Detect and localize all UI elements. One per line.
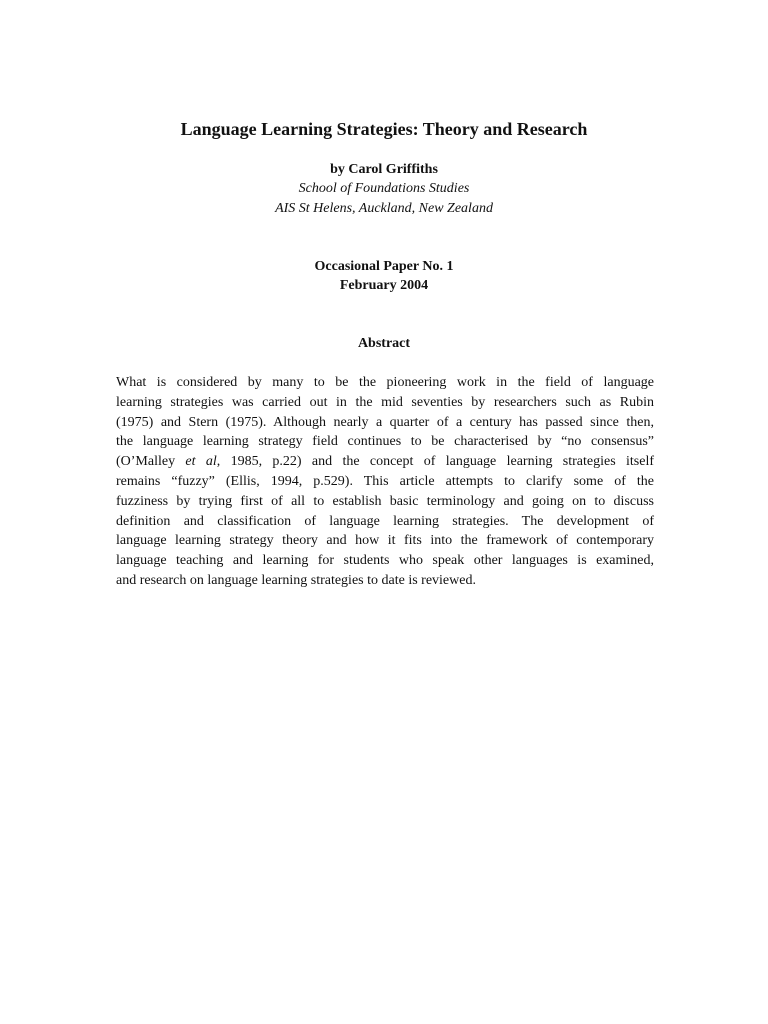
abstract-line: the language learning strategy field continues to be characterised by “no consensus”: [116, 434, 654, 450]
affiliation-school: School of Foundations Studies: [298, 181, 470, 196]
abstract-heading: Abstract: [357, 336, 411, 351]
abstract-line: [116, 452, 654, 472]
abstract-line: language learning strategy theory and how it fits into the framework of contemporary: [116, 533, 654, 549]
abstract-body: [116, 373, 654, 591]
abstract-italic-fragment: et al: [185, 454, 217, 470]
paper-date: February 2004: [339, 278, 429, 293]
author-byline: by Carol Griffiths: [330, 162, 438, 177]
abstract-line: (1975) and Stern (1975). Although nearly a quarter of a century has passed since then,: [116, 414, 654, 430]
abstract-line: and research on language learning strategies to date is reviewed.: [116, 572, 476, 588]
abstract-fragment: (O’Malley: [116, 454, 186, 470]
abstract-line: definition and classification of language learning strategies. The development of: [116, 513, 654, 529]
abstract-line: language teaching and learning for students who speak other languages is examined,: [116, 553, 654, 569]
abstract-fragment: , 1985, p.22) and the concept of language learning strategies itself: [216, 454, 654, 470]
paper-series: Occasional Paper No. 1: [314, 259, 454, 274]
paper-title: Language Learning Strategies: Theory and Research: [180, 119, 588, 139]
affiliation-location: AIS St Helens, Auckland, New Zealand: [275, 201, 493, 216]
abstract-line: remains “fuzzy” (Ellis, 1994, p.529). This article attempts to clarify some of the: [116, 473, 654, 489]
abstract-line: What is considered by many to be the pioneering work in the field of language: [116, 375, 654, 390]
abstract-line: fuzziness by trying first of all to establish basic terminology and going on to discuss: [116, 493, 654, 509]
abstract-line: learning strategies was carried out in the mid seventies by researchers such as Rubin: [116, 394, 654, 410]
